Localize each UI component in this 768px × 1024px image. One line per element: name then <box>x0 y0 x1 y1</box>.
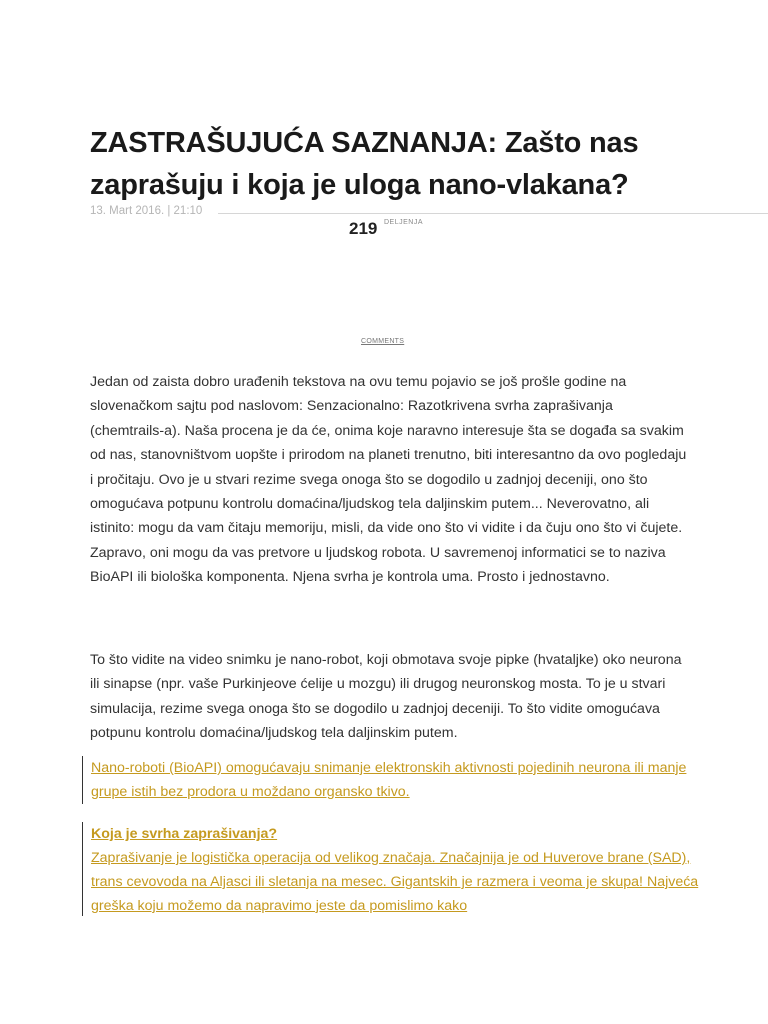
blockquote-nano-robots <box>82 756 701 804</box>
header-divider <box>218 213 768 214</box>
publish-date: 13. Mart 2016. | 21:10 <box>90 205 203 217</box>
share-label: DELJENJA <box>384 219 424 226</box>
comments-link[interactable]: COMMENTS <box>361 338 405 345</box>
body-paragraph-2: To što vidite na video snimku je nano-robot, koji obmotava svoje pipke (hvataljke) oko neurona ili sinapse (npr. vaše Purkinjeove ćelije u mozgu) ili drugog neuronskog mosta. To je u stvari simulacija, rezime svega onoga što se dogodilo u zadnjoj deceniji. To što vidite omogućava potpunu kontrolu domaćina/ljudskog tela daljinskim putem. <box>90 652 682 742</box>
quote-link-nano-robots[interactable]: Nano-roboti (BioAPI) omogućavaju snimanje elektronskih aktivnosti pojedinih neurona ili manje grupe istih bez prodora u moždano organsko tkivo. <box>91 760 687 800</box>
body-paragraph-1: Jedan od zaista dobro urađenih tekstova na ovu temu pojavio se još prošle godine na slovenačkom sajtu pod naslovom: Senzacionalno: Razotkrivena svrha zaprašivanja (chemtrails-a). Naša procena je da će, onima koje naravno interesuje šta se događa sa svakim od nas, stanovništvom uopšte i prirodom na planeti trenutno, biti interesantno da ovo pogledaju i pročitaju. Ovo je u stvari rezime svega onoga što se dogodilo u zadnjoj deceniji, ono što omogućava potpunu kontrolu domaćina/ljudskog tela daljinskim putem... Neverovatno, ali istinito: mogu da vam čitaju memoriju, misli, da vide ono što vi vidite i da čuju ono što vi čujete. Zapravo, oni mogu da vas pretvore u ljudskog robota. U savremenoj informatici se to naziva BioAPI ili biološka komponenta. Njena svrha je kontrola uma. Prosto i jednostavno. <box>90 374 687 586</box>
article-title: ZASTRAŠUJUĆA SAZNANJA: Zašto nas zaprašuju i koja je uloga nano-vlakana? <box>90 127 639 201</box>
share-counter[interactable] <box>349 219 424 239</box>
blockquote-purpose <box>82 822 701 916</box>
share-count: 219 <box>349 219 378 238</box>
quote-heading-link[interactable]: Koja je svrha zaprašivanja? <box>91 826 278 842</box>
quote-body-link[interactable]: Zaprašivanje je logistička operacija od velikog značaja. Značajnija je od Huverove brane (SAD), trans cevovoda na Aljasci ili sletanja na mesec. Gigantskih je razmera i veoma je skupa! Najveća greška koju možemo da napravimo jeste da pomislimo kako <box>91 850 699 914</box>
